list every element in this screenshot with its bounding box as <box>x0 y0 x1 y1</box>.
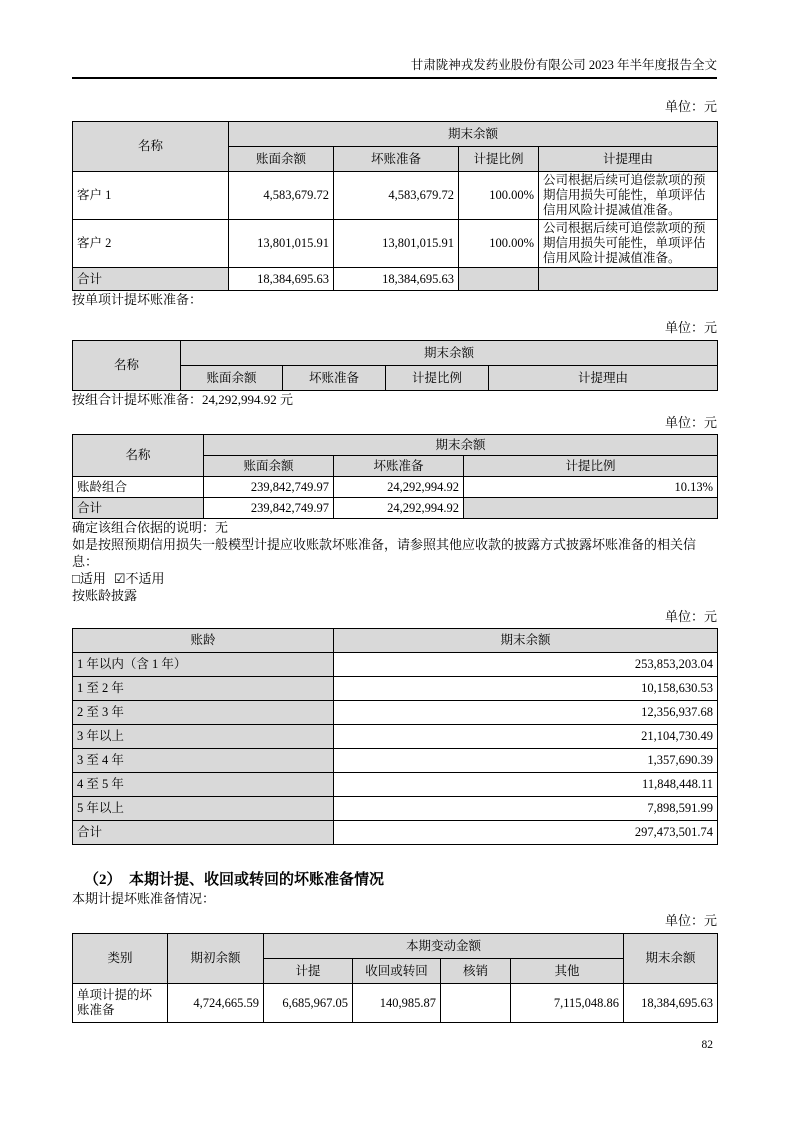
change-group-header-cell: 本期变动金额 <box>264 934 624 959</box>
single-item-provision-table <box>72 340 718 391</box>
provision-movement-table <box>72 933 718 1023</box>
table-row <box>73 725 718 749</box>
table-header-row <box>73 122 718 147</box>
page-number: 82 <box>701 1039 713 1051</box>
subheader-cell: 收回或转回 <box>353 959 441 984</box>
ecl-note: 如是按照预期信用损失一般模型计提应收账款坏账准备，请参照其他应收款的披露方式披露坏账准备的相关信息： <box>72 537 697 569</box>
name-header-cell: 名称 <box>73 341 181 391</box>
unit-label: 单位：元 <box>664 913 717 928</box>
closing-header-cell: 期末余额 <box>624 934 718 984</box>
checkbox-checked-icon: ☑ <box>113 571 126 586</box>
bad-debt-total-cell: 18,384,695.63 <box>334 268 459 291</box>
applicable-label: 适用 <box>79 571 106 586</box>
empty-cell <box>539 268 718 291</box>
balance-header-cell: 期末余额 <box>334 629 718 653</box>
table-row <box>73 797 718 821</box>
group-header-cell: 期末余额 <box>204 435 718 456</box>
table-row <box>73 172 718 220</box>
aging-disclosure-note: 按账龄披露 <box>72 588 138 603</box>
balance-cell: 1,357,690.39 <box>334 749 718 773</box>
report-header <box>72 57 717 79</box>
subheader-cell: 计提比例 <box>464 456 718 477</box>
name-cell: 客户 1 <box>73 172 229 220</box>
aging-sublabel-cell: 5 年以上 <box>73 797 334 821</box>
aging-header-cell: 账龄 <box>73 629 334 653</box>
table-row <box>73 701 718 725</box>
subheader-cell: 坏账准备 <box>334 456 464 477</box>
table-header-row <box>73 341 718 366</box>
opening-header-cell: 期初余额 <box>168 934 264 984</box>
name-header-cell: 名称 <box>73 435 204 477</box>
table-row <box>73 220 718 268</box>
subheader-cell: 计提理由 <box>489 366 718 391</box>
by-item-note: 按单项计提坏账准备： <box>72 292 203 307</box>
unit-label: 单位：元 <box>664 320 717 335</box>
unit-label: 单位：元 <box>664 609 717 624</box>
table-header-row <box>73 629 718 653</box>
checkbox-unchecked-icon: □ <box>72 571 80 586</box>
name-header-cell: 名称 <box>73 122 229 172</box>
total-row <box>73 498 718 519</box>
accrual-cell: 6,685,967.05 <box>264 984 353 1023</box>
subheader-cell: 计提理由 <box>539 147 718 172</box>
subheader-cell: 账面余额 <box>229 147 334 172</box>
total-label-cell: 合计 <box>73 268 229 291</box>
ratio-cell: 10.13% <box>464 477 718 498</box>
empty-cell <box>459 268 539 291</box>
balance-cell: 10,158,630.53 <box>334 677 718 701</box>
bad-debt-cell: 13,801,015.91 <box>334 220 459 268</box>
subheader-cell: 核销 <box>441 959 511 984</box>
name-cell: 账龄组合 <box>73 477 204 498</box>
group-header-cell: 期末余额 <box>181 341 718 366</box>
aging-label-cell: 1 至 2 年 <box>73 677 334 701</box>
subheader-cell: 账面余额 <box>204 456 334 477</box>
subheader-cell: 计提比例 <box>459 147 539 172</box>
balance-cell: 7,898,591.99 <box>334 797 718 821</box>
aging-sublabel-cell: 4 至 5 年 <box>73 773 334 797</box>
total-row <box>73 821 718 845</box>
aging-label-cell: 3 年以上 <box>73 725 334 749</box>
subheader-cell: 坏账准备 <box>283 366 386 391</box>
ratio-cell: 100.00% <box>459 220 539 268</box>
table-row <box>73 773 718 797</box>
ratio-cell: 100.00% <box>459 172 539 220</box>
table-header-row <box>73 934 718 959</box>
basis-note: 确定该组合依据的说明：无 <box>72 520 229 535</box>
reason-cell: 公司根据后续可追偿款项的预期信用损失可能性，单项评估信用风险计提减值准备。 <box>539 172 718 220</box>
bad-debt-cell: 24,292,994.92 <box>334 477 464 498</box>
writeoff-cell <box>441 984 511 1023</box>
bad-debt-cell: 4,583,679.72 <box>334 172 459 220</box>
empty-cell <box>464 498 718 519</box>
total-label-cell: 合计 <box>73 498 204 519</box>
by-group-note: 按组合计提坏账准备：24,292,994.92 元 <box>72 392 294 407</box>
applicability-line <box>72 570 717 587</box>
table-row <box>73 477 718 498</box>
current-provision-note: 本期计提坏账准备情况： <box>72 891 216 906</box>
book-balance-cell: 13,801,015.91 <box>229 220 334 268</box>
aging-table <box>72 628 718 845</box>
category-header-cell: 类别 <box>73 934 168 984</box>
subheader-cell: 计提 <box>264 959 353 984</box>
unit-label: 单位：元 <box>664 415 717 430</box>
balance-cell: 21,104,730.49 <box>334 725 718 749</box>
table-header-row <box>73 435 718 456</box>
aging-label-cell: 2 至 3 年 <box>73 701 334 725</box>
name-cell: 客户 2 <box>73 220 229 268</box>
group-header-cell: 期末余额 <box>229 122 718 147</box>
balance-total-cell: 297,473,501.74 <box>334 821 718 845</box>
unit-label: 单位：元 <box>664 99 717 114</box>
total-label-cell: 合计 <box>73 821 334 845</box>
bad-debt-total-cell: 24,292,994.92 <box>334 498 464 519</box>
other-cell: 7,115,048.86 <box>511 984 624 1023</box>
book-balance-total-cell: 239,842,749.97 <box>204 498 334 519</box>
aging-label-cell: 1 年以内（含 1 年） <box>73 653 334 677</box>
report-title: 甘肃陇神戎发药业股份有限公司 2023 年半年度报告全文 <box>410 58 717 72</box>
table-row <box>73 653 718 677</box>
section-heading: （2） 本期计提、收回或转回的坏账准备情况 <box>84 872 385 888</box>
balance-cell: 11,848,448.11 <box>334 773 718 797</box>
total-row <box>73 268 718 291</box>
category-cell: 单项计提的坏账准备 <box>73 984 168 1023</box>
table-row <box>73 984 718 1023</box>
not-applicable-label: 不适用 <box>125 571 165 586</box>
book-balance-total-cell: 18,384,695.63 <box>229 268 334 291</box>
subheader-cell: 坏账准备 <box>334 147 459 172</box>
portfolio-provision-table <box>72 434 718 519</box>
aging-sublabel-cell: 3 至 4 年 <box>73 749 334 773</box>
individual-provision-table <box>72 121 718 291</box>
recovery-cell: 140,985.87 <box>353 984 441 1023</box>
balance-cell: 253,853,203.04 <box>334 653 718 677</box>
balance-cell: 12,356,937.68 <box>334 701 718 725</box>
reason-cell: 公司根据后续可追偿款项的预期信用损失可能性，单项评估信用风险计提减值准备。 <box>539 220 718 268</box>
table-row <box>73 749 718 773</box>
table-row <box>73 677 718 701</box>
subheader-cell: 账面余额 <box>181 366 283 391</box>
book-balance-cell: 239,842,749.97 <box>204 477 334 498</box>
subheader-cell: 其他 <box>511 959 624 984</box>
book-balance-cell: 4,583,679.72 <box>229 172 334 220</box>
closing-cell: 18,384,695.63 <box>624 984 718 1023</box>
subheader-cell: 计提比例 <box>386 366 489 391</box>
opening-cell: 4,724,665.59 <box>168 984 264 1023</box>
